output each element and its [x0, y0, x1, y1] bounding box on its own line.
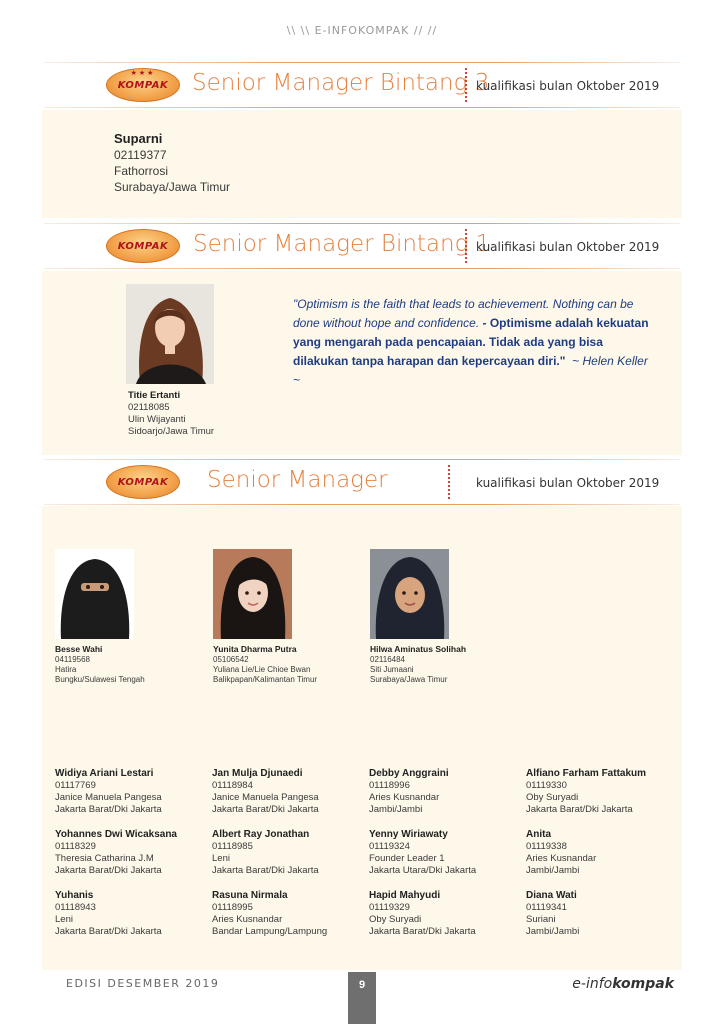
member-id: 01117769 [55, 780, 96, 791]
member-location: Balikpapan/Kalimantan Timur [213, 675, 318, 684]
member-card [526, 828, 684, 877]
quote-indonesian: - Optimisme adalah kekuatan yang mengarah pada pencapaian. Tidak ada yang bisa dilakukan tanpa harapan dan kepercayaan diri." [293, 316, 649, 368]
portrait-image [370, 549, 449, 639]
member-sponsor: Founder Leader 1 [369, 853, 445, 864]
member-id: 04119568 [55, 655, 90, 664]
quote-english: "Optimism is the faith that leads to achievement. Nothing can be done without hope and confidence. [293, 297, 634, 330]
member-name: Besse Wahi [55, 644, 103, 654]
dotted-divider [465, 68, 467, 102]
member-location: Jakarta Barat/Dki Jakarta [369, 926, 476, 937]
member-location: Jakarta Barat/Dki Jakarta [212, 804, 319, 815]
logo-text: KOMPAK [117, 79, 169, 91]
member-id: 01118996 [369, 780, 410, 791]
member-name: Yohannes Dwi Wicaksana [55, 829, 177, 840]
member-location: Jakarta Barat/Dki Jakarta [55, 804, 162, 815]
member-location: Surabaya/Jawa Timur [114, 180, 231, 194]
member-name: Suparni [114, 131, 163, 146]
section-title: Senior Manager Bintang 3 [192, 70, 490, 96]
member-sponsor: Janice Manuela Pangesa [212, 792, 319, 803]
top-banner: \\ \\ E-INFOKOMPAK // // [286, 24, 438, 37]
footer-edition: EDISI DESEMBER 2019 [66, 977, 220, 990]
member-id: 01119329 [369, 902, 410, 913]
panel-smb3 [42, 110, 682, 218]
member-sponsor: Leni [212, 853, 230, 864]
member-card [369, 828, 527, 877]
footer-brand-suffix: kompak [612, 976, 674, 992]
member-photo [370, 549, 449, 639]
member-card [128, 390, 214, 438]
member-location: Jakarta Barat/Dki Jakarta [55, 926, 162, 937]
member-card [212, 828, 370, 877]
section-header-smb3 [44, 62, 680, 108]
portrait-image [126, 284, 214, 384]
member-sponsor: Siti Jumaani [370, 665, 414, 674]
logo-text: KOMPAK [117, 240, 169, 252]
quote-block [293, 295, 653, 390]
member-name: Hapid Mahyudi [369, 890, 441, 901]
member-card [370, 644, 466, 685]
section-header-sm [44, 459, 680, 505]
member-id: 02119377 [114, 148, 167, 162]
member-card [526, 767, 684, 816]
member-sponsor: Aries Kusnandar [369, 792, 440, 803]
member-id: 02118085 [128, 402, 170, 413]
member-photo [126, 284, 214, 384]
member-card [55, 828, 213, 877]
member-sponsor: Aries Kusnandar [212, 914, 283, 925]
member-name: Yenny Wiriawaty [369, 829, 448, 840]
member-name: Alfiano Farham Fattakum [526, 768, 647, 779]
member-id: 01119330 [526, 780, 567, 791]
member-card [212, 767, 370, 816]
member-name: Widiya Ariani Lestari [55, 768, 154, 779]
portrait-image [213, 549, 292, 639]
kompak-logo [106, 229, 180, 263]
member-name: Yunita Dharma Putra [213, 644, 297, 654]
member-location: Jakarta Barat/Dki Jakarta [212, 865, 319, 876]
member-card [55, 644, 145, 685]
member-sponsor: Janice Manuela Pangesa [55, 792, 162, 803]
member-id: 01118329 [55, 841, 96, 852]
page-number: 9 [348, 972, 376, 1024]
member-location: Jakarta Barat/Dki Jakarta [55, 865, 162, 876]
member-sponsor: Suriani [526, 914, 556, 925]
dotted-divider [448, 465, 450, 499]
member-name: Yuhanis [55, 890, 94, 901]
member-id: 01118943 [55, 902, 96, 913]
member-sponsor: Oby Suryadi [369, 914, 422, 925]
member-photo [213, 549, 292, 639]
member-location: Sidoarjo/Jawa Timur [128, 426, 215, 437]
member-sponsor: Fathorrosi [114, 164, 169, 178]
member-name: Hilwa Aminatus Solihah [370, 644, 467, 654]
kompak-logo [106, 465, 180, 499]
dotted-divider [465, 229, 467, 263]
member-location: Jakarta Utara/Dki Jakarta [369, 865, 477, 876]
member-card [213, 644, 317, 685]
footer-brand-prefix: e-info [572, 976, 613, 992]
qualification-label: kualifikasi bulan Oktober 2019 [476, 240, 660, 254]
member-name: Anita [526, 829, 551, 840]
member-location: Jambi/Jambi [526, 865, 580, 876]
member-sponsor: Hatira [55, 665, 77, 674]
section-title: Senior Manager Bintang 1 [193, 231, 491, 257]
member-card [212, 889, 370, 938]
portrait-image [55, 549, 134, 639]
member-photo [55, 549, 134, 639]
logo-text: KOMPAK [117, 476, 169, 488]
logo-stars: ★★★ [130, 70, 156, 77]
member-card [55, 767, 213, 816]
member-card [369, 889, 527, 938]
quote-author: ~ Helen Keller ~ [293, 354, 648, 387]
member-location: Jakarta Barat/Dki Jakarta [526, 804, 633, 815]
member-sponsor: Theresia Catharina J.M [55, 853, 154, 864]
member-location: Jambi/Jambi [526, 926, 580, 937]
member-id: 02116484 [370, 655, 405, 664]
member-id: 01119341 [526, 902, 567, 913]
section-header-smb1 [44, 223, 680, 269]
kompak-logo [106, 68, 180, 102]
member-id: 01118984 [212, 780, 253, 791]
member-name: Rasuna Nirmala [212, 890, 288, 901]
member-sponsor: Yuliana Lie/Lie Chioe Bwan [213, 665, 311, 674]
member-sponsor: Oby Suryadi [526, 792, 579, 803]
member-location: Bungku/Sulawesi Tengah [55, 675, 145, 684]
member-id: 01119338 [526, 841, 567, 852]
member-location: Bandar Lampung/Lampung [212, 926, 328, 937]
member-card [55, 889, 213, 938]
member-id: 05106542 [213, 655, 249, 664]
member-name: Albert Ray Jonathan [212, 829, 310, 840]
section-title: Senior Manager [207, 467, 388, 493]
member-name: Jan Mulja Djunaedi [212, 768, 303, 779]
member-location: Jambi/Jambi [369, 804, 423, 815]
member-sponsor: Ulin Wijayanti [128, 414, 186, 425]
member-id: 01119324 [369, 841, 410, 852]
member-id: 01118995 [212, 902, 253, 913]
member-name: Debby Anggraini [369, 768, 449, 779]
footer-brand [572, 976, 674, 992]
qualification-label: kualifikasi bulan Oktober 2019 [476, 476, 660, 490]
member-name: Diana Wati [526, 890, 577, 901]
qualification-label: kualifikasi bulan Oktober 2019 [476, 79, 660, 93]
member-card [369, 767, 527, 816]
member-card [114, 130, 230, 195]
member-sponsor: Aries Kusnandar [526, 853, 597, 864]
member-card [526, 889, 684, 938]
member-name: Titie Ertanti [128, 390, 181, 401]
member-location: Surabaya/Jawa Timur [370, 675, 448, 684]
member-id: 01118985 [212, 841, 253, 852]
member-sponsor: Leni [55, 914, 73, 925]
